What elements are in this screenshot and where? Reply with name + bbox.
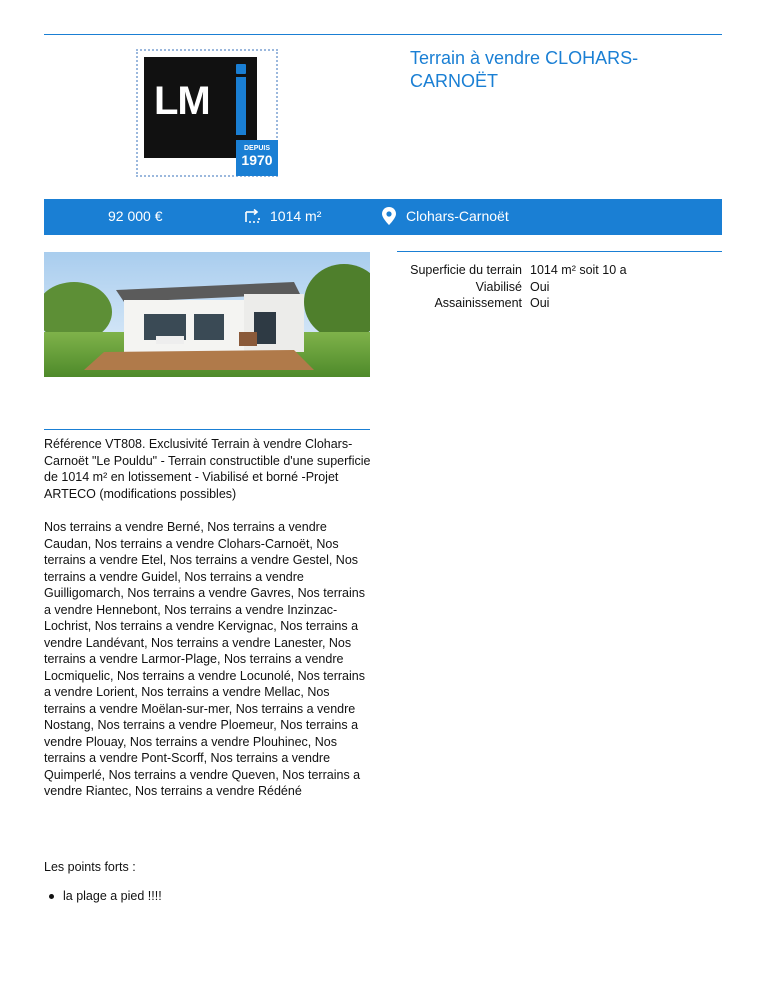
description-intro: Référence VT808. Exclusivité Terrain à vendre Clohars-Carnoët "Le Pouldu" - Terrain constructible d'une superficie de 1014 m² en lotissement - Viabilisé et borné -Projet ARTECO (modifications possibles) — [44, 437, 371, 501]
map-pin-icon — [382, 207, 396, 225]
spec-row — [397, 262, 627, 279]
summary-band — [44, 199, 722, 235]
surface-icon — [243, 208, 261, 224]
description-links: Nos terrains a vendre Berné, Nos terrains a vendre Caudan, Nos terrains a vendre Clohars-Carnoët, Nos terrains a vendre Etel, Nos terrains a vendre Gestel, Nos terrains a vendre Guidel, Nos terrains a vendre Guilligomarch, Nos terrains a vendre Gavres, Nos terrains a vendre Hennebont, Nos terrains a vendre Inzinzac-Lochrist, Nos terrains a vendre Kervignac, Nos terrains a vendre Landévant, Nos terrains a vendre Lanester, Nos terrains a vendre Larmor-Plage, Nos terrains a vendre Locmiquelic, Nos terrains a vendre Locunolé, Nos terrains a vendre Lorient, Nos terrains a vendre Mellac, Nos terrains a vendre Moëlan-sur-mer, Nos terrains a vendre Nostang, Nos terrains a vendre Ploemeur, Nos terrains a vendre Plouay, Nos terrains a vendre Plouhinec, Nos terrains a vendre Pont-Scorff, Nos terrains a vendre Quimperlé, Nos terrains a vendre Queven, Nos terrains a vendre Riantec, Nos terrains a vendre Rédéné — [44, 520, 365, 798]
spec-label: Superficie du terrain — [410, 263, 522, 277]
spec-row — [397, 279, 627, 296]
logo-letters: LM — [154, 79, 210, 123]
strength-text: la plage a pied !!!! — [63, 889, 162, 903]
spec-row — [397, 295, 627, 312]
spec-value: 1014 m² soit 10 a — [530, 263, 627, 277]
description-divider — [44, 429, 370, 430]
specs-divider — [397, 251, 722, 252]
area: 1014 m² — [270, 208, 322, 224]
logo-badge — [236, 140, 278, 176]
top-divider — [44, 34, 722, 35]
spec-label: Assainissement — [434, 296, 522, 310]
spec-value: Oui — [530, 296, 550, 310]
city: Clohars-Carnoët — [406, 208, 509, 224]
description — [44, 436, 374, 798]
spec-value: Oui — [530, 279, 550, 294]
logo-i-dot — [236, 64, 246, 74]
property-rendering-image — [44, 252, 370, 377]
price: 92 000 € — [108, 208, 163, 224]
logo-i-bar — [236, 77, 246, 135]
logo-badge-line2: 1970 — [241, 152, 273, 168]
listing-title: Terrain à vendre CLOHARS-CARNOËT — [410, 48, 639, 91]
spec-label: Viabilisé — [475, 279, 522, 294]
list-item — [44, 889, 162, 903]
bullet-icon — [49, 894, 54, 899]
strengths-list — [44, 889, 162, 903]
agency-logo — [136, 49, 278, 177]
specs-table — [397, 262, 627, 312]
logo-badge-line1: DEPUIS — [243, 145, 271, 152]
strengths-heading: Les points forts : — [44, 860, 136, 874]
